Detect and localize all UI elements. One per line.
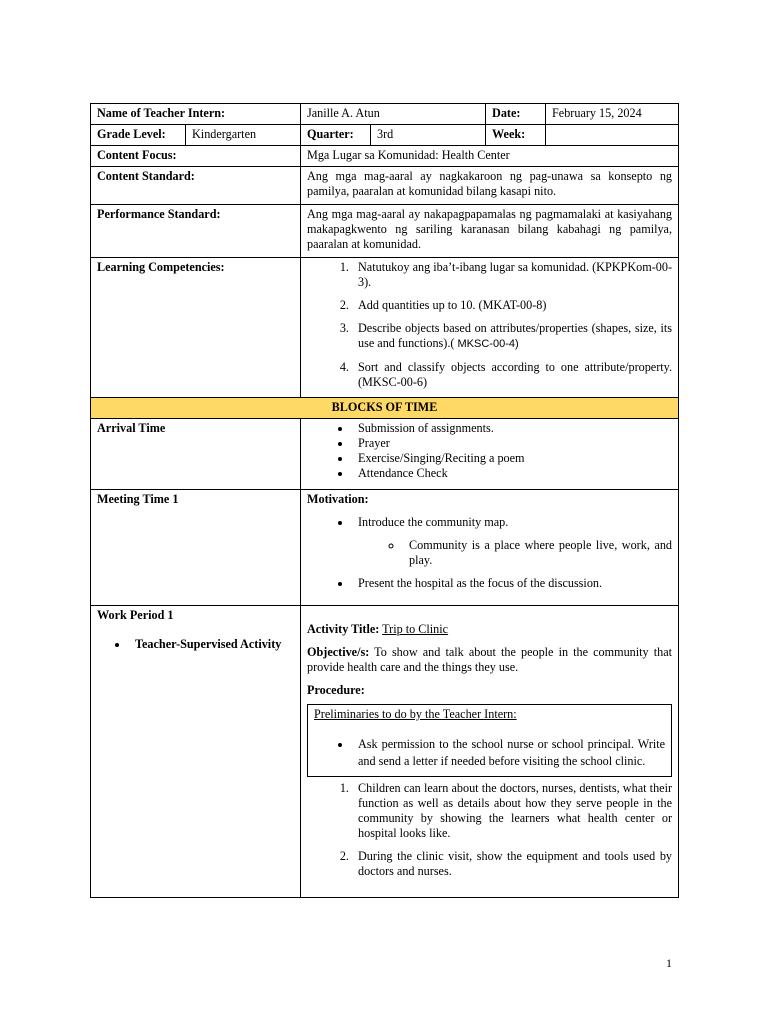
- preliminaries-title: Preliminaries to do by the Teacher Intern:: [314, 707, 517, 721]
- learning-competencies-row: [91, 258, 679, 398]
- meeting-row: [91, 490, 679, 606]
- grade-label: Grade Level:: [91, 125, 186, 146]
- arrival-label: Arrival Time: [91, 419, 301, 490]
- performance-standard-value: Ang mga mag-aaral ay nakapagpapamalas ng pagmamalaki at kasiyahang makapagkwento ng sariling karanasan bilang kabahagi ng pamilya, paaralan at komunidad.: [301, 205, 679, 258]
- week-label: Week:: [486, 125, 546, 146]
- week-value: [546, 125, 679, 146]
- learning-competencies-label: Learning Competencies:: [91, 258, 301, 398]
- procedure-steps: [307, 781, 672, 879]
- blocks-of-time-row: [91, 398, 679, 419]
- preliminaries-box: [307, 704, 672, 777]
- teacher-row: [91, 104, 679, 125]
- objective-label: Objective/s:: [307, 645, 370, 659]
- competency-item: 4. Sort and classify objects according to one attribute/property. (MKSC-00-6): [352, 360, 672, 390]
- learning-competencies-cell: [301, 258, 679, 398]
- quarter-label: Quarter:: [301, 125, 371, 146]
- meeting-cell: [301, 490, 679, 606]
- date-value: February 15, 2024: [546, 104, 679, 125]
- competency-item: [352, 321, 672, 352]
- procedure-label: Procedure:: [307, 683, 365, 697]
- motivation-list: [307, 515, 672, 591]
- preliminaries-list: [314, 736, 665, 770]
- meeting-label: Meeting Time 1: [91, 490, 301, 606]
- work-period-cell: [91, 606, 301, 898]
- content-standard-value: Ang mga mag-aaral ay nagkakaroon ng pag-unawa sa konsepto ng pamilya, paaralan at komunidad bilang kasapi nito.: [301, 167, 679, 205]
- arrival-item: • Exercise/Singing/Reciting a poem: [352, 451, 672, 466]
- content-standard-row: [91, 167, 679, 205]
- blocks-of-time-title: BLOCKS OF TIME: [91, 398, 679, 419]
- work-period-sublist: [97, 637, 294, 652]
- competency-code: MKSC-00-4): [457, 338, 519, 350]
- performance-standard-row: [91, 205, 679, 258]
- motivation-label: Motivation:: [307, 492, 369, 506]
- work-period-label: Work Period 1: [97, 608, 174, 622]
- objective-value: To show and talk about the people in the community that provide health care and the things they use.: [307, 645, 673, 674]
- preliminaries-item: • Ask permission to the school nurse or school principal. Write and send a letter if needed before visiting the school clinic.: [352, 736, 665, 770]
- work-period-row: [91, 606, 679, 898]
- competency-item: 2. Add quantities up to 10. (MKAT-00-8): [352, 298, 672, 313]
- arrival-item: • Prayer: [352, 436, 672, 451]
- arrival-row: [91, 419, 679, 490]
- arrival-list: [307, 421, 672, 481]
- content-focus-row: [91, 146, 679, 167]
- page-number: 1: [666, 956, 672, 970]
- procedure-step: 2. During the clinic visit, show the equipment and tools used by doctors and nurses.: [352, 849, 672, 879]
- motivation-item: • Present the hospital as the focus of the discussion.: [352, 576, 672, 591]
- lesson-plan-table: [90, 103, 679, 898]
- lesson-plan: [90, 103, 678, 898]
- activity-title-value: Trip to Clinic: [382, 622, 449, 636]
- arrival-item: • Submission of assignments.: [352, 421, 672, 436]
- activity-title-label: Activity Title:: [307, 622, 380, 636]
- teacher-value: Janille A. Atun: [301, 104, 486, 125]
- teacher-label: Name of Teacher Intern:: [91, 104, 301, 125]
- performance-standard-label: Performance Standard:: [91, 205, 301, 258]
- quarter-value: 3rd: [371, 125, 486, 146]
- work-period-subitem: • Teacher-Supervised Activity: [129, 637, 294, 652]
- motivation-sublist: [358, 538, 672, 568]
- objective-line: [307, 645, 672, 675]
- date-label: Date:: [486, 104, 546, 125]
- activity-cell: [301, 606, 679, 898]
- motivation-subitem: ◦ Community is a place where people live, work, and play.: [403, 538, 672, 568]
- activity-title-line: [307, 622, 672, 637]
- competency-item: 1. Natutukoy ang iba’t-ibang lugar sa komunidad. (KPKPKom-00-3).: [352, 260, 672, 290]
- content-standard-label: Content Standard:: [91, 167, 301, 205]
- motivation-text: Introduce the community map.: [358, 515, 509, 529]
- arrival-item: • Attendance Check: [352, 466, 672, 481]
- competency-text: Describe objects based on attributes/properties (shapes, size, its use and functions).(: [358, 321, 673, 350]
- arrival-cell: [301, 419, 679, 490]
- motivation-item: [352, 515, 672, 568]
- procedure-step: 1. Children can learn about the doctors, nurses, dentists, what their function as well as details about how they serve people in the community by showing the learners what health center or hospital looks like.: [352, 781, 672, 841]
- content-focus-value: Mga Lugar sa Komunidad: Health Center: [301, 146, 679, 167]
- content-focus-label: Content Focus:: [91, 146, 301, 167]
- competency-list: [307, 260, 672, 390]
- grade-value: Kindergarten: [186, 125, 301, 146]
- grade-row: [91, 125, 679, 146]
